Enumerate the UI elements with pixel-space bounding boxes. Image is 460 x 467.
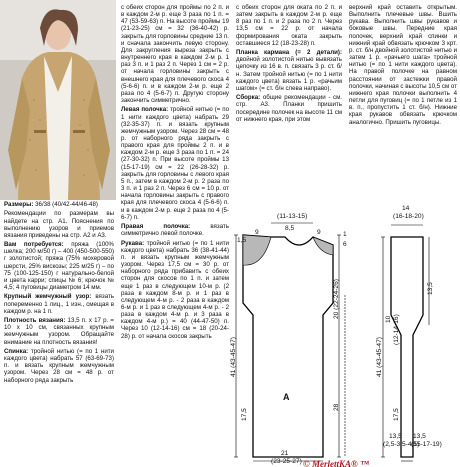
paragraph: Сборка: общие рекомендации - см. стр. А3. Планки пришить посередине полочек на высоте 11 см от нижнего края, при этом: [236, 94, 342, 123]
shoulder-right-label: 9: [317, 229, 321, 236]
column-2: [121, 4, 229, 342]
sleeve-mid-label: 10: [385, 315, 392, 323]
paragraph: Размеры: 36/38 (40/42-44/46-48): [4, 201, 98, 208]
piece-letter: A: [283, 392, 290, 402]
paragraph: верхний край оставить открытым. Выполнить плечевые швы. Вшить рукава. Выполнить швы рукавов и боковые швы. Передние края полочек, верхний край спинки и нижний край обвязать крючком 3 крт. р. ст. б/н двойной золотистой нитью и затем 1 р. «рачьего шага» тройной нитью (= по 1 нити каждого цвета). На правой полочке на равном расстоянии от застежки правой полочки, начиная с высоты 10,5 см от нижнего края полочки выполнить 4 петли для пуговиц (= по 1 петле из 1 в. п., пропустить 1 ст. б/н). Нижние края рукавов обвязать крючком аналогично. Пришить пуговицы.: [349, 4, 457, 126]
paragraph: Рекомендации по размерам вы найдете на стр. А1. Пояснения по выполнению узоров и приемов вязания приведены на стр. А2 и А3.: [4, 210, 114, 239]
paragraph: Вам потребуется: пряжа (100% шелка; 200 м/50 г) – 400 (450-500-550) г золотистой; пряжа (75% мохеровой шерсти, 25% вискозы; 225 м/25 г) – по 75 (100-125-150) г натурально-белой и цвета карри; спицы № 6; крючок № 4,5; 4 пуговицы диаметром 14 мм.: [4, 241, 114, 292]
paragraph: с обеих сторон для проймы по 2 п. и в каждом 2-м р. еще 3 раза по 1 п. = 47 (53-59-63) п. На высоте проймы 19 (21-23-25) см = 32 (36-40-42) р. закрыть для горловины средние 13 п. и сначала закончить левую сторону. Для закругления выреза закрыть с внутреннего края в каждом 2-м р. 1 раз 3 п. и 1 раз 2 п. Через 1 см = 2 р. от начала горловины закрыть с внешнего края для плечевого скоса 4 (5-6-6) п. и в каждом 2-м р. еще 2 раза по 4 (5-6-7) п. Другую сторону закончить симметрично.: [121, 4, 229, 105]
armhole-label: 20 (22-24-26): [333, 279, 340, 319]
side-length-label: 28: [333, 403, 340, 411]
paragraph: Плотность вязания: 13,5 п. х 17 р. = 10 х 10 см, связанных крупным жемчужным узором. Обращайте внимание на плотность вязания!: [4, 317, 115, 346]
column-1: [4, 201, 114, 386]
sleeve-top-sizes-label: (16-18-20): [393, 213, 424, 220]
bottom-width-sizes-label: (23-25-27): [271, 458, 302, 465]
pattern-schematic: [230, 195, 460, 467]
cuff-sizes-label: (2,5-3,5-4,5): [383, 441, 420, 448]
sleeve-cap-label: 13,5: [427, 282, 434, 295]
pocket-height-label: 17,5: [241, 408, 248, 421]
front-drop-label: 6: [343, 241, 347, 248]
cuff-width-label: 13,5: [413, 433, 426, 440]
model-photo-illustration: [0, 0, 116, 200]
paragraph: Правая полочка: вязать симметрично левой полочке.: [121, 223, 229, 238]
watermark-logo: © MerlettKA® ™: [303, 459, 369, 467]
total-length-label: 41 (43-45-47): [230, 337, 237, 377]
neck-width-label: (11-13-15): [277, 213, 308, 220]
neck-width-value-label: 8,5: [285, 225, 295, 232]
paragraph: Рукава: тройной нитью (= по 1 нити каждого цвета) набрать 36 (38-41-44) п. и вязать крупным жемчужным узором. Через 17,5 см = 30 р. от наборного ряда прибавить с обеих сторон для скосов по 1 п. и затем еще 1 раз в следующем 10-м р. (2 раза в каждом 8-м р. и 1 раз в следующем 4-м р. - 2 раза в каждом 6-м р. и 1 раз в следующем 4-м р. - 2 раза в каждом 4-м р. и 3 раза в каждом 4-м р.) = 40 (44-47-50) п. Через 10 (12-14-16) см = 18 (20-24-28) р. от начала скосов закрыть: [121, 239, 229, 340]
cuff-label: 13,5: [389, 433, 402, 440]
sleeve-mid-sizes-label: (12-14-16): [393, 314, 400, 345]
column-4: [349, 4, 457, 128]
paragraph: Планка кармана (= 2 детали): двойной золотистой нитью вывязать цепочку из 16 в. п. связать 3 р. ст. б/н. Затем тройной нитью (= по 1 нити каждого цвета) вязать 1 р. «рачьим шагом» (= ст. б/н слева направо).: [236, 49, 342, 92]
shoulder-left-label: 9: [255, 229, 259, 236]
column-3: [236, 4, 342, 125]
sleeve-length-label: 41 (43-45-47): [376, 337, 383, 377]
paragraph: Крупный жемчужный узор: вязать попеременно 1 лиц., 1 изн., смещая в каждом р. на 1 п.: [4, 293, 114, 315]
paragraph: Спинка: тройной нитью (= по 1 нити каждого цвета) набрать 57 (63-69-73) п. и вязать крупным жемчужным узором. Через 28 см = 48 р. от наборного ряда закрыть: [4, 347, 114, 384]
shoulder-slope-label: 1: [343, 231, 347, 238]
paragraph: с обеих сторон для оката по 2 п. и затем закрыть в каждом 2-м р. еще 8 раз по 1 п. и 2 раза по 2 п. Через 13,5 см = 22 р. от начала формирования оката закрыть оставшиеся 12 (18-23-28) п.: [236, 4, 342, 47]
model-photo: [0, 0, 116, 200]
shoulder-height-label: 1,5: [237, 237, 247, 244]
bottom-width-label: 21: [281, 450, 289, 457]
cuff-sizes2-label: (15-17-19): [411, 441, 442, 448]
paragraph: Левая полочка: тройной нитью (= по 1 нити каждого цвета) набрать 29 (32-35-37) п. и вязать крупным жемчужным узором. Через 28 см = 48 р. от наборного ряда закрыть с правого края для проймы 2 п. и в каждом 2-м р. еще 3 раза по 1 п. = 24 (27-30-32) п. При высоте проймы 13 (15-17-19) см = 22 (26-28-32) р. закрыть для горловины с левого края 5 п., затем в каждом 2-м р. 2 раза по 3 п. и 1 раз 2 п. Через 6 см = 10 р. от начала горловины закрыть с правого края для плечевого скоса 4 (5-6-6) п. и в каждом 2-м р. еще 2 раза по 4 (5-6-7) п.: [121, 106, 230, 221]
sleeve-lower-label: 17,5: [393, 408, 400, 421]
sleeve-top-label: 14: [402, 205, 410, 212]
